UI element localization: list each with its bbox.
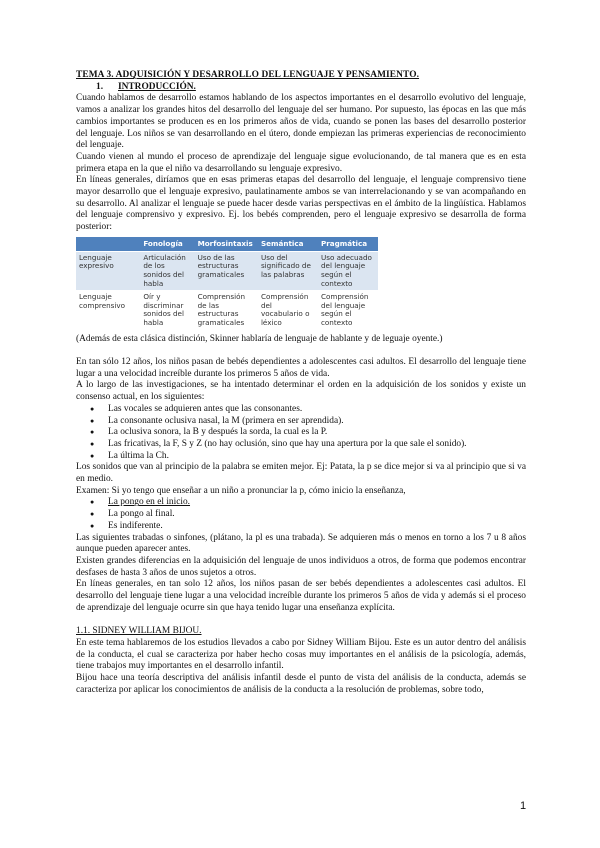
spacer	[76, 345, 526, 357]
table-header-cell: Semántica	[258, 237, 318, 252]
table-cell: Lenguaje comprensivo	[76, 291, 140, 330]
table-note: (Además de esta clásica distinción, Skinner hablaría de lenguaje de hablante y de leguaje oyente.)	[76, 333, 443, 344]
table-cell: Uso de las estructuras gramaticales	[195, 251, 258, 290]
document-body	[76, 70, 526, 696]
page-number: 1	[520, 800, 527, 812]
paragraph: Examen: Si yo tengo que enseñar a un niño a pronunciar la p, cómo inicio la enseñanza,	[76, 485, 406, 496]
section-number: 1.	[96, 81, 104, 92]
paragraph: En tan sólo 12 años, los niños pasan de bebés dependientes a adolescentes casi adultos. El desarrollo del lenguaje tiene lugar a una velocidad increíble durante los primeros 5 años de vida.	[76, 356, 526, 379]
table-cell: Comprensión del lenguaje según el contexto	[318, 291, 378, 330]
table-cell: Uso del significado de las palabras	[258, 251, 318, 290]
paragraph: Bijou hace una teoría descriptiva del análisis infantil desde el punto de vista del análisis de la conducta, además se caracteriza por aplicar los conocimientos de análisis de la conducta a la resolución de problemas, sobre todo,	[76, 672, 526, 695]
section-heading	[96, 82, 526, 94]
table-header-cell: Fonología	[140, 237, 194, 252]
paragraph: En este tema hablaremos de los estudios llevados a cabo por Sidney William Bijou. Este es un autor dentro del análisis de la conducta, el cual se caracteriza por haber hecho cosas muy importantes en el análisis de la psicología, además, tiene trabajos muy importantes en el desarrollo infantil.	[76, 637, 526, 672]
list-item: ● La consonante oclusiva nasal, la M (primera en ser aprendida).	[76, 416, 526, 428]
table-cell: Uso adecuado del lenguaje según el contexto	[318, 251, 378, 290]
table-cell: Lenguaje expresivo	[76, 251, 140, 290]
table-cell: Comprensión del vocabulario o léxico	[258, 291, 318, 330]
table-cell: Comprensión de las estructuras gramaticales	[195, 291, 258, 330]
list-item: ● La pongo al final.	[76, 509, 526, 521]
paragraph: A lo largo de las investigaciones, se ha intentado determinar el orden en la adquisición de los sonidos y existe un consenso actual, en los siguientes:	[76, 380, 526, 403]
table-header-cell: Pragmática	[318, 237, 378, 252]
sounds-list	[76, 404, 526, 463]
list-item: ● Es indiferente.	[76, 521, 526, 533]
paragraph: Los sonidos que van al principio de la palabra se emiten mejor. Ej: Patata, la p se dice mejor si va al principio que si va en medio.	[76, 462, 526, 485]
spacer	[76, 614, 526, 626]
list-item: ● Las vocales se adquieren antes que las consonantes.	[76, 404, 526, 416]
paragraph: Las siguientes trabadas o sinfones, (plátano, la pl es una trabada). Se adquieren más o menos en torno a los 7 u 8 años aunque pueden aparecer antes.	[76, 532, 526, 555]
list-item: ● La última la Ch.	[76, 451, 526, 463]
subsection-heading: 1.1. SIDNEY WILLIAM BIJOU.	[76, 626, 202, 637]
list-item: ● La oclusiva sonora, la B y después la sorda, la cual es la P.	[76, 427, 526, 439]
paragraph: En líneas generales, en tan solo 12 años, los niños pasan de ser bebés dependientes a adolescentes casi adultos. El desarrollo del lenguaje tiene lugar a una velocidad increíble durante los primeros 5 años de vida y además si el proceso de aprendizaje del lenguaje ocurre sin que haya tenido lugar una enseñanza explícita.	[76, 579, 526, 613]
table-header-cell	[76, 237, 140, 252]
table-header-row	[76, 237, 378, 252]
exam-options-list	[76, 497, 526, 532]
paragraph: Existen grandes diferencias en la adquisición del lenguaje de unos individuos a otros, de forma que podemos encontrar desfases de hasta 3 años de unos sujetos a otros.	[76, 555, 526, 578]
table-row	[76, 291, 378, 330]
table-header-cell: Morfosintaxis	[195, 237, 258, 252]
section-title: INTRODUCCIÓN.	[118, 81, 196, 92]
table-cell: Articulación de los sonidos del habla	[140, 251, 194, 290]
list-item: ● La pongo en el inicio.	[76, 497, 526, 509]
page-title: TEMA 3. ADQUISICIÓN Y DESARROLLO DEL LENGUAJE Y PENSAMIENTO.	[76, 70, 420, 80]
paragraph: Cuando vienen al mundo el proceso de aprendizaje del lenguaje sigue evolucionando, de tal manera que es en esta primera etapa en la que el niño va desarrollando su lenguaje expresivo.	[76, 151, 526, 174]
list-item: ● Las fricativas, la F, S y Z (no hay oclusión, sino que hay una apertura por la que sale el sonido).	[76, 439, 526, 451]
table-row	[76, 251, 378, 290]
table-cell: Oír y discriminar sonidos del habla	[140, 291, 194, 330]
paragraph: Cuando hablamos de desarrollo estamos hablando de los aspectos importantes en el desarrollo evolutivo del lenguaje, vamos a analizar los grandes hitos del desarrollo del lenguaje del ser humano. Por supuesto, las épocas en las que más cambios importantes se producen es en los primeros años de vida, cuando se ponen las bases del desarrollo posterior del lenguaje. Los niños se van desarrollando en el útero, donde empiezan las primeras experiencias de reconocimiento del lenguaje.	[76, 93, 526, 151]
language-development-table	[76, 237, 378, 330]
paragraph: En líneas generales, diríamos que en esas primeras etapas del desarrollo del lenguaje, el lenguaje comprensivo tiene mayor desarrollo que el lenguaje expresivo, paulatinamente ambos se van interrelacionando y se van acompañando en su desarrollo. Al analizar el lenguaje se puede hacer desde varias perspectivas en el ámbito de la lingüística. Hablamos del lenguaje comprensivo y expresivo. Ej. los bebés comprenden, pero el lenguaje expresivo se desarrolla de forma posterior:	[76, 175, 526, 233]
